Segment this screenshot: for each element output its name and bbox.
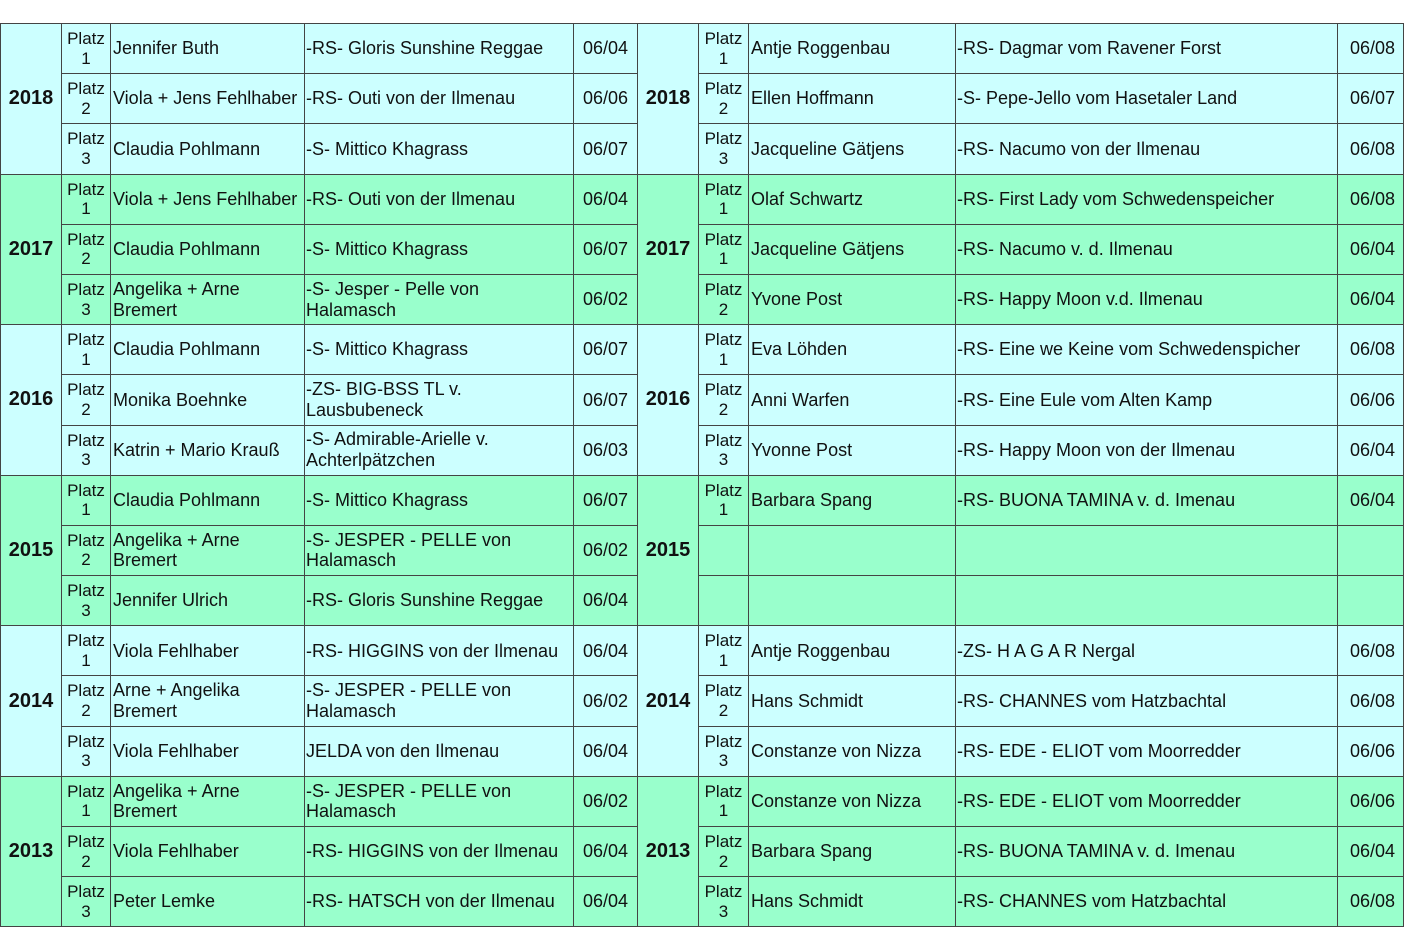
- table-row: [1, 425, 1404, 475]
- participant-name: Jacqueline Gätjens: [749, 224, 956, 274]
- results-table: [0, 23, 1404, 927]
- result-date: 06/07: [574, 124, 638, 174]
- result-date: 06/08: [1338, 626, 1404, 676]
- platz-label: Platz: [67, 430, 105, 450]
- platz-number: 3: [81, 600, 91, 620]
- platz-number: 1: [81, 199, 91, 219]
- table-row: [1, 274, 1404, 324]
- result-date: 06/04: [574, 174, 638, 224]
- platz-number: 3: [81, 148, 91, 168]
- dog-name: -S- JESPER - PELLE von Halamasch: [305, 776, 574, 826]
- platz-cell: [62, 174, 111, 224]
- platz-label: Platz: [67, 29, 105, 49]
- result-date: 06/07: [574, 224, 638, 274]
- result-date: 06/08: [1338, 676, 1404, 726]
- platz-number: 2: [81, 550, 91, 570]
- platz-number: 2: [81, 701, 91, 721]
- platz-cell: [699, 626, 749, 676]
- dog-name: -RS- Eine we Keine vom Schwedenspicher: [956, 325, 1338, 375]
- platz-number: 1: [718, 349, 729, 369]
- table-row: [1, 827, 1404, 877]
- result-date: 06/07: [574, 375, 638, 425]
- result-date: 06/04: [1338, 827, 1404, 877]
- platz-cell: [699, 425, 749, 475]
- platz-label: Platz: [704, 781, 743, 801]
- participant-name: Claudia Pohlmann: [111, 325, 305, 375]
- platz-label: Platz: [704, 631, 743, 651]
- dog-name: -S- Mittico Khagrass: [305, 124, 574, 174]
- result-date: 06/06: [1338, 776, 1404, 826]
- platz-number: 3: [81, 299, 91, 319]
- platz-label: Platz: [67, 79, 105, 99]
- table-row: [1, 325, 1404, 375]
- dog-name: [956, 525, 1338, 575]
- participant-name: Katrin + Mario Krauß: [111, 425, 305, 475]
- result-date: [1338, 525, 1404, 575]
- table-row: [1, 375, 1404, 425]
- participant-name: Eva Löhden: [749, 325, 956, 375]
- result-date: 06/08: [1338, 325, 1404, 375]
- platz-cell: [699, 475, 749, 525]
- platz-cell: [699, 827, 749, 877]
- platz-cell: [62, 224, 111, 274]
- dog-name: -S- Pepe-Jello vom Hasetaler Land: [956, 74, 1338, 124]
- result-date: 06/04: [1338, 475, 1404, 525]
- platz-cell: [62, 877, 111, 927]
- table-row: [1, 174, 1404, 224]
- participant-name: Barbara Spang: [749, 827, 956, 877]
- platz-label: Platz: [67, 129, 105, 149]
- platz-cell: [699, 877, 749, 927]
- platz-cell: [699, 174, 749, 224]
- platz-label: Platz: [704, 882, 743, 902]
- participant-name: Jacqueline Gätjens: [749, 124, 956, 174]
- platz-cell: [699, 776, 749, 826]
- dog-name: -ZS- H A G A R Nergal: [956, 626, 1338, 676]
- table-row: [1, 877, 1404, 927]
- result-date: 06/08: [1338, 877, 1404, 927]
- platz-cell: [62, 24, 111, 74]
- platz-number: 1: [81, 48, 91, 68]
- platz-cell: [699, 274, 749, 324]
- result-date: 06/04: [574, 626, 638, 676]
- platz-label: Platz: [704, 832, 743, 852]
- participant-name: [749, 576, 956, 626]
- participant-name: Arne + Angelika Bremert: [111, 676, 305, 726]
- dog-name: -RS- HIGGINS von der Ilmenau: [305, 626, 574, 676]
- platz-label: Platz: [67, 330, 105, 350]
- result-date: 06/04: [574, 827, 638, 877]
- platz-number: 3: [81, 901, 91, 921]
- year-label-right: 2015: [638, 475, 699, 626]
- year-label-left: 2014: [1, 626, 62, 777]
- platz-number: 1: [81, 500, 91, 520]
- platz-number: 1: [718, 249, 729, 269]
- dog-name: -RS- First Lady vom Schwedenspeicher: [956, 174, 1338, 224]
- result-date: 06/04: [1338, 274, 1404, 324]
- platz-label: Platz: [704, 179, 743, 199]
- participant-name: Jennifer Buth: [111, 24, 305, 74]
- platz-number: 1: [81, 801, 91, 821]
- year-label-right: 2017: [638, 174, 699, 325]
- platz-number: 1: [718, 500, 729, 520]
- participant-name: Olaf Schwartz: [749, 174, 956, 224]
- dog-name: -RS- Gloris Sunshine Reggae: [305, 576, 574, 626]
- participant-name: Anni Warfen: [749, 375, 956, 425]
- participant-name: Claudia Pohlmann: [111, 224, 305, 274]
- platz-number: 2: [718, 299, 729, 319]
- result-date: 06/06: [1338, 726, 1404, 776]
- dog-name: -S- Mittico Khagrass: [305, 224, 574, 274]
- dog-name: -RS- Eine Eule vom Alten Kamp: [956, 375, 1338, 425]
- result-date: 06/08: [1338, 174, 1404, 224]
- platz-cell: [62, 576, 111, 626]
- platz-label: Platz: [704, 480, 743, 500]
- platz-cell: [62, 726, 111, 776]
- year-label-left: 2017: [1, 174, 62, 325]
- result-date: 06/07: [574, 325, 638, 375]
- participant-name: Yvonne Post: [749, 425, 956, 475]
- platz-label: Platz: [67, 380, 105, 400]
- table-row: [1, 676, 1404, 726]
- result-date: 06/02: [574, 676, 638, 726]
- dog-name: -RS- Happy Moon von der Ilmenau: [956, 425, 1338, 475]
- participant-name: Viola Fehlhaber: [111, 626, 305, 676]
- table-row: [1, 776, 1404, 826]
- participant-name: Claudia Pohlmann: [111, 124, 305, 174]
- table-row: [1, 74, 1404, 124]
- year-label-right: 2016: [638, 325, 699, 476]
- platz-cell: [62, 124, 111, 174]
- result-date: 06/08: [1338, 24, 1404, 74]
- result-date: 06/02: [574, 525, 638, 575]
- result-date: 06/04: [574, 877, 638, 927]
- participant-name: Angelika + Arne Bremert: [111, 274, 305, 324]
- platz-label: Platz: [67, 731, 105, 751]
- platz-label: Platz: [704, 380, 743, 400]
- platz-number: 2: [81, 249, 91, 269]
- platz-label: Platz: [704, 129, 743, 149]
- platz-number: 3: [81, 751, 91, 771]
- year-label-right: 2013: [638, 776, 699, 927]
- year-label-right: 2014: [638, 626, 699, 777]
- platz-cell: [62, 475, 111, 525]
- platz-label: Platz: [67, 832, 105, 852]
- dog-name: -RS- BUONA TAMINA v. d. Imenau: [956, 827, 1338, 877]
- platz-number: 2: [718, 701, 729, 721]
- dog-name: -S- Mittico Khagrass: [305, 475, 574, 525]
- result-date: 06/04: [574, 24, 638, 74]
- year-label-left: 2013: [1, 776, 62, 927]
- dog-name: -RS- Nacumo v. d. Ilmenau: [956, 224, 1338, 274]
- participant-name: Barbara Spang: [749, 475, 956, 525]
- platz-label: Platz: [67, 530, 105, 550]
- result-date: 06/07: [574, 475, 638, 525]
- platz-number: 3: [718, 901, 729, 921]
- participant-name: Peter Lemke: [111, 877, 305, 927]
- participant-name: Claudia Pohlmann: [111, 475, 305, 525]
- platz-cell: [62, 676, 111, 726]
- result-date: 06/02: [574, 776, 638, 826]
- platz-number: 2: [718, 98, 729, 118]
- platz-label: Platz: [67, 480, 105, 500]
- platz-cell: [62, 525, 111, 575]
- platz-number: 1: [81, 349, 91, 369]
- participant-name: Viola Fehlhaber: [111, 726, 305, 776]
- year-label-left: 2016: [1, 325, 62, 476]
- dog-name: -RS- Dagmar vom Ravener Forst: [956, 24, 1338, 74]
- platz-label: Platz: [704, 229, 743, 249]
- table-row: [1, 24, 1404, 74]
- result-date: 06/04: [574, 726, 638, 776]
- platz-label: Platz: [67, 781, 105, 801]
- result-date: 06/02: [574, 274, 638, 324]
- platz-number: 1: [81, 650, 91, 670]
- platz-cell: [62, 325, 111, 375]
- platz-number: 2: [81, 98, 91, 118]
- result-date: 06/04: [1338, 425, 1404, 475]
- dog-name: -RS- Gloris Sunshine Reggae: [305, 24, 574, 74]
- platz-cell: [699, 576, 749, 626]
- table-row: [1, 124, 1404, 174]
- platz-number: 3: [718, 148, 729, 168]
- platz-cell: [62, 626, 111, 676]
- participant-name: Viola Fehlhaber: [111, 827, 305, 877]
- dog-name: -ZS- BIG-BSS TL v. Lausbubeneck: [305, 375, 574, 425]
- platz-number: 3: [718, 450, 729, 470]
- participant-name: Antje Roggenbau: [749, 24, 956, 74]
- dog-name: -S- JESPER - PELLE von Halamasch: [305, 676, 574, 726]
- platz-cell: [699, 24, 749, 74]
- platz-number: 1: [718, 48, 729, 68]
- platz-label: Platz: [704, 430, 743, 450]
- platz-number: 2: [718, 399, 729, 419]
- platz-cell: [62, 776, 111, 826]
- participant-name: Angelika + Arne Bremert: [111, 776, 305, 826]
- platz-number: 3: [718, 751, 729, 771]
- platz-label: Platz: [704, 29, 743, 49]
- year-label-right: 2018: [638, 24, 699, 175]
- result-date: 06/07: [1338, 74, 1404, 124]
- result-date: 06/06: [574, 74, 638, 124]
- participant-name: Monika Boehnke: [111, 375, 305, 425]
- dog-name: -S- Mittico Khagrass: [305, 325, 574, 375]
- platz-label: Platz: [67, 681, 105, 701]
- platz-label: Platz: [67, 279, 105, 299]
- platz-cell: [699, 676, 749, 726]
- participant-name: Constanze von Nizza: [749, 776, 956, 826]
- participant-name: Viola + Jens Fehlhaber: [111, 74, 305, 124]
- platz-number: 1: [718, 801, 729, 821]
- platz-cell: [699, 224, 749, 274]
- dog-name: -RS- EDE - ELIOT vom Moorredder: [956, 776, 1338, 826]
- platz-number: 1: [718, 199, 729, 219]
- platz-label: Platz: [704, 279, 743, 299]
- platz-cell: [62, 375, 111, 425]
- result-date: 06/04: [1338, 224, 1404, 274]
- dog-name: -RS- CHANNES vom Hatzbachtal: [956, 877, 1338, 927]
- table-row: [1, 475, 1404, 525]
- platz-number: 2: [718, 851, 729, 871]
- participant-name: Viola + Jens Fehlhaber: [111, 174, 305, 224]
- dog-name: -RS- Outi von der Ilmenau: [305, 74, 574, 124]
- platz-cell: [62, 425, 111, 475]
- platz-cell: [62, 74, 111, 124]
- platz-label: Platz: [704, 79, 743, 99]
- table-row: [1, 626, 1404, 676]
- platz-cell: [699, 74, 749, 124]
- dog-name: -RS- HATSCH von der Ilmenau: [305, 877, 574, 927]
- platz-number: 1: [718, 650, 729, 670]
- dog-name: -RS- Outi von der Ilmenau: [305, 174, 574, 224]
- dog-name: [956, 576, 1338, 626]
- platz-label: Platz: [704, 681, 743, 701]
- participant-name: Hans Schmidt: [749, 676, 956, 726]
- platz-cell: [699, 124, 749, 174]
- platz-number: 2: [81, 851, 91, 871]
- table-row: [1, 576, 1404, 626]
- platz-cell: [699, 726, 749, 776]
- dog-name: -S- JESPER - PELLE von Halamasch: [305, 525, 574, 575]
- table-row: [1, 525, 1404, 575]
- table-row: [1, 224, 1404, 274]
- dog-name: -RS- Nacumo von der Ilmenau: [956, 124, 1338, 174]
- platz-number: 3: [81, 450, 91, 470]
- year-label-left: 2015: [1, 475, 62, 626]
- result-date: 06/08: [1338, 124, 1404, 174]
- result-date: [1338, 576, 1404, 626]
- year-label-left: 2018: [1, 24, 62, 175]
- participant-name: [749, 525, 956, 575]
- platz-cell: [699, 375, 749, 425]
- platz-label: Platz: [67, 581, 105, 601]
- platz-label: Platz: [704, 731, 743, 751]
- participant-name: Jennifer Ulrich: [111, 576, 305, 626]
- dog-name: -RS- CHANNES vom Hatzbachtal: [956, 676, 1338, 726]
- platz-label: Platz: [67, 631, 105, 651]
- platz-cell: [62, 274, 111, 324]
- platz-cell: [62, 827, 111, 877]
- dog-name: -RS- EDE - ELIOT vom Moorredder: [956, 726, 1338, 776]
- dog-name: -S- Jesper - Pelle von Halamasch: [305, 274, 574, 324]
- participant-name: Ellen Hoffmann: [749, 74, 956, 124]
- participant-name: Yvone Post: [749, 274, 956, 324]
- platz-label: Platz: [67, 882, 105, 902]
- table-row: [1, 726, 1404, 776]
- participant-name: Hans Schmidt: [749, 877, 956, 927]
- result-date: 06/06: [1338, 375, 1404, 425]
- platz-label: Platz: [67, 229, 105, 249]
- dog-name: -S- Admirable-Arielle v. Achterlpätzchen: [305, 425, 574, 475]
- platz-number: 2: [81, 399, 91, 419]
- dog-name: -RS- HIGGINS von der Ilmenau: [305, 827, 574, 877]
- result-date: 06/04: [574, 576, 638, 626]
- participant-name: Antje Roggenbau: [749, 626, 956, 676]
- dog-name: JELDA von den Ilmenau: [305, 726, 574, 776]
- participant-name: Angelika + Arne Bremert: [111, 525, 305, 575]
- platz-cell: [699, 525, 749, 575]
- platz-label: Platz: [704, 330, 743, 350]
- dog-name: -RS- BUONA TAMINA v. d. Imenau: [956, 475, 1338, 525]
- platz-label: Platz: [67, 179, 105, 199]
- result-date: 06/03: [574, 425, 638, 475]
- participant-name: Constanze von Nizza: [749, 726, 956, 776]
- dog-name: -RS- Happy Moon v.d. Ilmenau: [956, 274, 1338, 324]
- platz-cell: [699, 325, 749, 375]
